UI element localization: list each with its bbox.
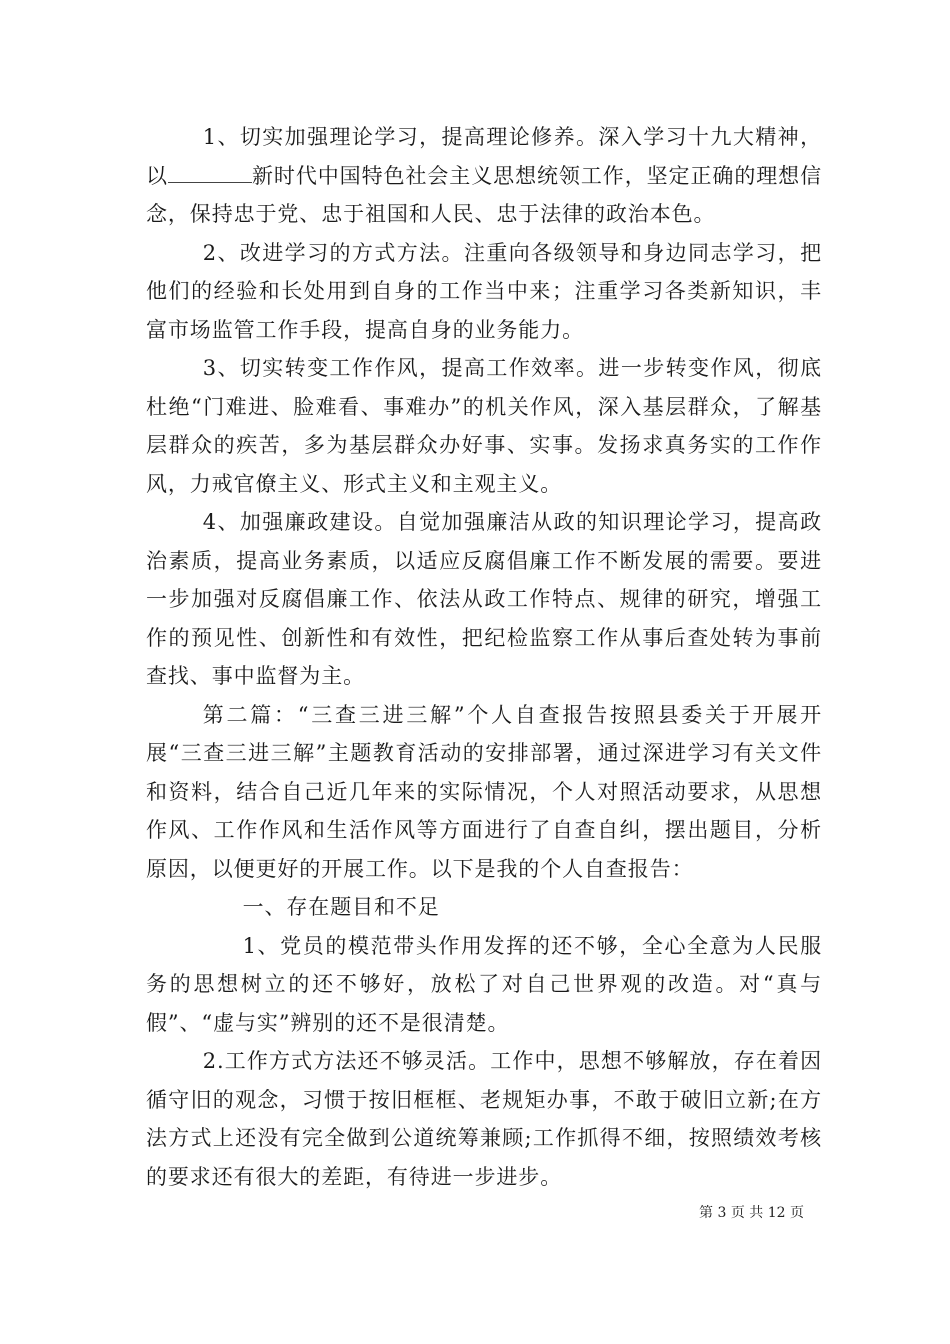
fill-in-blank [168,164,252,183]
paragraph-2: 2、改进学习的方式方法。注重向各级领导和身边同志学习，把他们的经验和长处用到自身的工作当中来；注重学习各类新知识，丰富市场监管工作手段，提高自身的业务能力。 [146,240,822,342]
paragraph-4: 4、加强廉政建设。自觉加强廉洁从政的知识理论学习，提高政治素质，提高业务素质，以适应反腐倡廉工作不断发展的需要。要进一步加强对反腐倡廉工作、依法从政工作特点、规律的研究，增强工作的预见性、创新性和有效性，把纪检监察工作从事后查处转为事前查找、事中监督为主。 [146,510,822,688]
paragraph-1-text-b: 新时代中国特色社会主义思想统领工作，坚定正确的理想信念，保持忠于党、忠于祖国和人民、忠于法律的政治本色。 [146,163,822,226]
section-heading: 一、存在题目和不足 [242,895,440,919]
document-body [146,118,822,1196]
paragraph-8: 2.工作方式方法还不够灵活。工作中，思想不够解放，存在着因循守旧的观念，习惯于按旧框框、老规矩办事，不敢于破旧立新;在方法方式上还没有完全做到公道统筹兼顾;工作抓得不细，按照绩效考核的要求还有很大的差距，有待进一步进步。 [146,1049,822,1189]
paragraph-1-text-a: 1、切实加强理论学习，提高理论修养。深入学习十九大精神，以 [146,125,822,188]
paragraph-5: 第二篇：“三查三进三解”个人自查报告按照县委关于开展开展“三查三进三解”主题教育活动的安排部署，通过深进学习有关文件和资料，结合自己近几年来的实际情况，个人对照活动要求，从思想作风、工作作风和生活作风等方面进行了自查自纠，摆出题目，分析原因，以便更好的开展工作。以下是我的个人自查报告： [146,702,822,881]
paragraph-1 [146,118,822,234]
paragraph-3: 3、切实转变工作作风，提高工作效率。进一步转变作风，彻底杜绝“门难进、脸难看、事难办”的机关作风，深入基层群众，了解基层群众的疾苦，多为基层群众办好事、实事。发扬求真务实的工作作风，力戒官僚主义、形式主义和主观主义。 [146,356,822,496]
page-number-footer: 第 3 页 共 12 页 [699,1205,804,1221]
paragraph-7: 1、党员的模范带头作用发挥的还不够，全心全意为人民服务的思想树立的还不够好，放松了对自己世界观的改造。对“真与假”、“虚与实”辨别的还不是很清楚。 [146,933,822,1035]
